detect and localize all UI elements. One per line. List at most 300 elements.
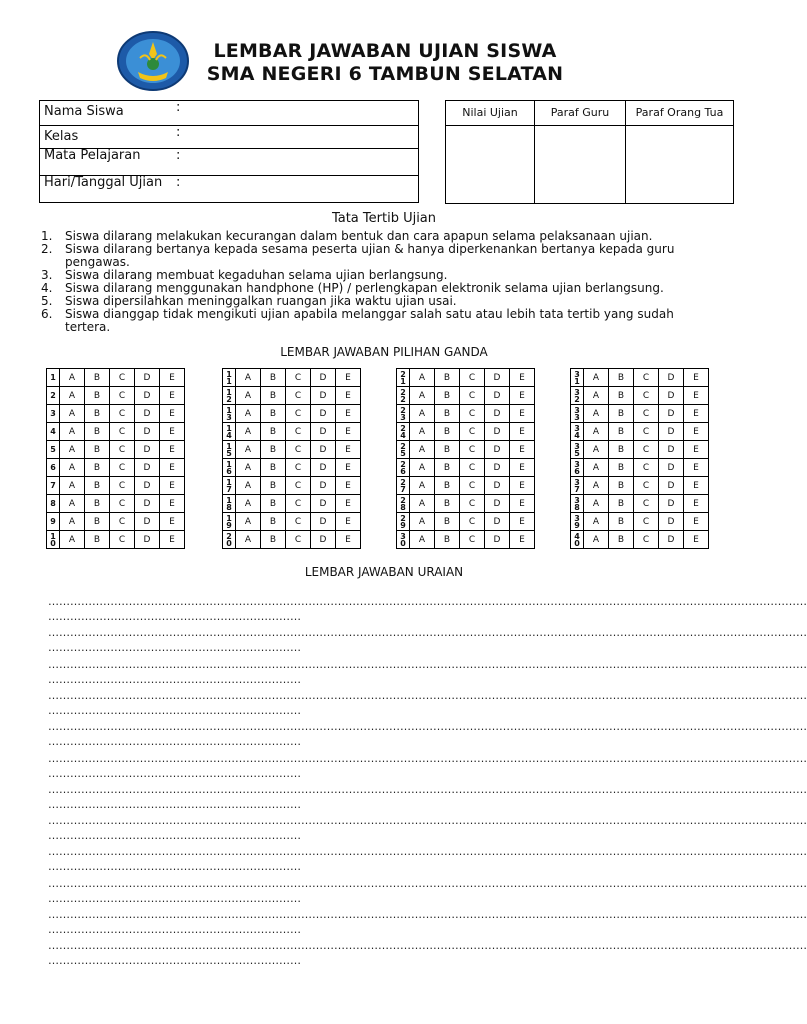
rule-number: 1. — [41, 229, 53, 243]
option-e[interactable]: E — [510, 405, 535, 423]
option-a[interactable]: A — [236, 441, 261, 459]
option-b[interactable]: B — [609, 495, 634, 513]
question-number: 10 — [47, 531, 60, 549]
option-b[interactable]: B — [85, 423, 110, 441]
answer-row — [223, 387, 361, 405]
option-c[interactable]: C — [286, 441, 311, 459]
option-d[interactable]: D — [311, 513, 336, 531]
option-e[interactable]: E — [160, 387, 185, 405]
score-box[interactable] — [446, 126, 535, 204]
question-number: 7 — [47, 477, 60, 495]
option-c[interactable]: C — [634, 477, 659, 495]
option-c[interactable]: C — [460, 459, 485, 477]
option-b[interactable]: B — [609, 531, 634, 549]
option-e[interactable]: E — [336, 477, 361, 495]
option-d[interactable]: D — [659, 369, 684, 387]
option-e[interactable]: E — [336, 513, 361, 531]
option-c[interactable]: C — [110, 441, 135, 459]
rule-text: Siswa dilarang menggunakan handphone (HP) / perlengkapan elektronik selama ujian berlangsung. — [65, 281, 664, 295]
essay-line-end[interactable]: …………………………………………………………… — [48, 641, 301, 655]
option-e[interactable]: E — [684, 405, 709, 423]
option-a[interactable]: A — [584, 531, 609, 549]
answer-grid-1 — [46, 368, 185, 549]
question-number: 33 — [571, 405, 584, 423]
option-a[interactable]: A — [60, 423, 85, 441]
option-d[interactable]: D — [135, 387, 160, 405]
rule-number: 4. — [41, 281, 53, 295]
answer-row — [397, 387, 535, 405]
option-d[interactable]: D — [485, 423, 510, 441]
option-a[interactable]: A — [584, 477, 609, 495]
essay-line[interactable]: ……………………………………………………………………………………………………………………………………………………………………………………… — [48, 720, 807, 734]
option-d[interactable]: D — [485, 405, 510, 423]
rule-text: Siswa dilarang bertanya kepada sesama peserta ujian & hanya diperkenankan bertanya kepada guru pengawas. — [65, 242, 675, 269]
essay-line[interactable]: ……………………………………………………………………………………………………………………………………………………………………………………… — [48, 908, 807, 921]
option-e[interactable]: E — [336, 531, 361, 549]
option-e[interactable]: E — [510, 369, 535, 387]
option-d[interactable]: D — [135, 441, 160, 459]
option-e[interactable]: E — [160, 495, 185, 513]
answer-row — [223, 369, 361, 387]
option-e[interactable]: E — [160, 441, 185, 459]
essay-line[interactable]: ……………………………………………………………………………………………………………………………………………………………………………………… — [48, 876, 807, 890]
option-a[interactable]: A — [584, 423, 609, 441]
option-e[interactable]: E — [684, 495, 709, 513]
option-e[interactable]: E — [336, 369, 361, 387]
option-b[interactable]: B — [261, 477, 286, 495]
question-number: 17 — [223, 477, 236, 495]
answer-row — [571, 531, 709, 549]
option-b[interactable]: B — [261, 531, 286, 549]
option-b[interactable]: B — [435, 369, 460, 387]
question-number: 15 — [223, 441, 236, 459]
teacher-sign-box[interactable] — [535, 126, 626, 204]
option-e[interactable]: E — [684, 423, 709, 441]
option-d[interactable]: D — [485, 477, 510, 495]
answer-row — [571, 387, 709, 405]
option-c[interactable]: C — [634, 369, 659, 387]
option-a[interactable]: A — [60, 387, 85, 405]
option-a[interactable]: A — [410, 477, 435, 495]
essay-line-end[interactable]: …………………………………………………………… — [48, 829, 301, 843]
option-d[interactable]: D — [135, 423, 160, 441]
option-c[interactable]: C — [460, 387, 485, 405]
answer-row — [223, 423, 361, 441]
option-e[interactable]: E — [510, 531, 535, 549]
option-a[interactable]: A — [584, 495, 609, 513]
option-c[interactable]: C — [460, 405, 485, 423]
option-b[interactable]: B — [261, 423, 286, 441]
answer-row — [47, 459, 185, 477]
option-d[interactable]: D — [311, 459, 336, 477]
option-d[interactable]: D — [485, 387, 510, 405]
option-c[interactable]: C — [634, 423, 659, 441]
question-number: 19 — [223, 513, 236, 531]
essay-line-end[interactable]: …………………………………………………………… — [48, 610, 301, 623]
option-c[interactable]: C — [110, 423, 135, 441]
question-number: 6 — [47, 459, 60, 477]
option-e[interactable]: E — [510, 423, 535, 441]
option-e[interactable]: E — [684, 459, 709, 477]
option-e[interactable]: E — [510, 477, 535, 495]
essay-line[interactable]: ……………………………………………………………………………………………………………………………………………………………………………………… — [48, 626, 807, 640]
option-e[interactable]: E — [684, 441, 709, 459]
option-b[interactable]: B — [609, 459, 634, 477]
option-b[interactable]: B — [435, 459, 460, 477]
essay-line-end[interactable]: …………………………………………………………… — [48, 797, 301, 811]
answer-row — [571, 495, 709, 513]
option-b[interactable]: B — [261, 405, 286, 423]
option-c[interactable]: C — [286, 387, 311, 405]
option-b[interactable]: B — [435, 423, 460, 441]
essay-line[interactable]: ……………………………………………………………………………………………………………………………………………………………………………………… — [48, 845, 807, 859]
question-number: 4 — [47, 423, 60, 441]
option-c[interactable]: C — [634, 459, 659, 477]
essay-line[interactable]: ……………………………………………………………………………………………………………………………………………………………………………………… — [48, 657, 807, 671]
rule-text: Siswa dipersilahkan meninggalkan ruangan jika waktu ujian usai. — [65, 294, 457, 308]
option-b[interactable]: B — [85, 513, 110, 531]
option-c[interactable]: C — [110, 369, 135, 387]
option-e[interactable]: E — [336, 423, 361, 441]
option-d[interactable]: D — [135, 477, 160, 495]
option-d[interactable]: D — [659, 495, 684, 513]
option-c[interactable]: C — [634, 513, 659, 531]
option-c[interactable]: C — [110, 495, 135, 513]
option-b[interactable]: B — [261, 387, 286, 405]
option-b[interactable]: B — [609, 423, 634, 441]
question-number: 22 — [397, 387, 410, 405]
student-name-field[interactable]: : — [172, 101, 419, 126]
option-b[interactable]: B — [261, 513, 286, 531]
option-d[interactable]: D — [135, 531, 160, 549]
option-e[interactable]: E — [160, 369, 185, 387]
score-header: Nilai Ujian — [446, 101, 535, 126]
question-number: 27 — [397, 477, 410, 495]
option-d[interactable]: D — [659, 405, 684, 423]
question-number: 21 — [397, 369, 410, 387]
option-c[interactable]: C — [110, 387, 135, 405]
option-e[interactable]: E — [510, 495, 535, 513]
option-d[interactable]: D — [311, 531, 336, 549]
option-e[interactable]: E — [160, 405, 185, 423]
option-a[interactable]: A — [584, 405, 609, 423]
option-c[interactable]: C — [460, 531, 485, 549]
school-name: SMA NEGERI 6 TAMBUN SELATAN — [206, 63, 564, 85]
option-e[interactable]: E — [160, 513, 185, 531]
option-b[interactable]: B — [261, 369, 286, 387]
option-d[interactable]: D — [311, 387, 336, 405]
option-c[interactable]: C — [286, 405, 311, 423]
essay-line-end[interactable]: …………………………………………………………… — [48, 735, 301, 749]
option-d[interactable]: D — [659, 477, 684, 495]
option-c[interactable]: C — [460, 441, 485, 459]
option-a[interactable]: A — [60, 477, 85, 495]
option-d[interactable]: D — [485, 513, 510, 531]
option-d[interactable]: D — [311, 423, 336, 441]
option-a[interactable]: A — [60, 459, 85, 477]
question-number: 11 — [223, 369, 236, 387]
option-a[interactable]: A — [410, 387, 435, 405]
answer-row — [47, 405, 185, 423]
option-d[interactable]: D — [135, 369, 160, 387]
option-d[interactable]: D — [311, 477, 336, 495]
option-c[interactable]: C — [634, 495, 659, 513]
option-b[interactable]: B — [435, 531, 460, 549]
option-e[interactable]: E — [336, 441, 361, 459]
option-a[interactable]: A — [236, 531, 261, 549]
option-e[interactable]: E — [336, 459, 361, 477]
option-e[interactable]: E — [336, 387, 361, 405]
answer-row — [397, 441, 535, 459]
option-d[interactable]: D — [659, 387, 684, 405]
option-b[interactable]: B — [435, 513, 460, 531]
essay-line[interactable]: ……………………………………………………………………………………………………………………………………………………………………………………… — [48, 751, 807, 765]
subject-field[interactable]: : — [172, 149, 419, 176]
option-c[interactable]: C — [110, 405, 135, 423]
option-b[interactable]: B — [85, 495, 110, 513]
option-a[interactable]: A — [410, 495, 435, 513]
rule-item — [41, 308, 711, 334]
option-c[interactable]: C — [286, 369, 311, 387]
answer-row — [571, 441, 709, 459]
essay-line-end[interactable]: …………………………………………………………… — [48, 672, 301, 686]
option-b[interactable]: B — [85, 441, 110, 459]
option-e[interactable]: E — [684, 369, 709, 387]
option-a[interactable]: A — [410, 369, 435, 387]
option-d[interactable]: D — [485, 441, 510, 459]
option-e[interactable]: E — [160, 477, 185, 495]
option-a[interactable]: A — [236, 423, 261, 441]
option-d[interactable]: D — [135, 495, 160, 513]
option-a[interactable]: A — [60, 369, 85, 387]
option-e[interactable]: E — [160, 423, 185, 441]
option-e[interactable]: E — [160, 531, 185, 549]
option-a[interactable]: A — [60, 495, 85, 513]
option-c[interactable]: C — [110, 477, 135, 495]
option-a[interactable]: A — [236, 459, 261, 477]
option-d[interactable]: D — [659, 423, 684, 441]
option-a[interactable]: A — [236, 369, 261, 387]
question-number: 3 — [47, 405, 60, 423]
option-a[interactable]: A — [410, 513, 435, 531]
rule-item — [41, 243, 711, 269]
option-c[interactable]: C — [460, 495, 485, 513]
answer-row — [223, 495, 361, 513]
question-number: 12 — [223, 387, 236, 405]
option-c[interactable]: C — [286, 459, 311, 477]
answer-row — [47, 441, 185, 459]
option-a[interactable]: A — [410, 459, 435, 477]
option-a[interactable]: A — [410, 423, 435, 441]
option-c[interactable]: C — [286, 513, 311, 531]
answer-row — [397, 459, 535, 477]
option-e[interactable]: E — [684, 513, 709, 531]
option-d[interactable]: D — [135, 405, 160, 423]
option-d[interactable]: D — [311, 441, 336, 459]
option-d[interactable]: D — [659, 531, 684, 549]
option-c[interactable]: C — [110, 513, 135, 531]
option-d[interactable]: D — [659, 459, 684, 477]
option-a[interactable]: A — [584, 459, 609, 477]
option-b[interactable]: B — [609, 405, 634, 423]
option-a[interactable]: A — [236, 513, 261, 531]
option-a[interactable]: A — [584, 441, 609, 459]
option-d[interactable]: D — [311, 369, 336, 387]
answer-row — [397, 531, 535, 549]
essay-line[interactable]: ……………………………………………………………………………………………………………………………………………………………………………………… — [48, 939, 807, 953]
option-e[interactable]: E — [336, 495, 361, 513]
essay-line-end[interactable]: …………………………………………………………… — [48, 860, 301, 874]
essay-line[interactable]: ……………………………………………………………………………………………………………………………………………………………………………………… — [48, 595, 807, 608]
question-number: 39 — [571, 513, 584, 531]
option-a[interactable]: A — [584, 369, 609, 387]
option-e[interactable]: E — [510, 441, 535, 459]
answer-row — [47, 495, 185, 513]
option-e[interactable]: E — [684, 531, 709, 549]
option-e[interactable]: E — [510, 459, 535, 477]
essay-line[interactable]: ……………………………………………………………………………………………………………………………………………………………………………………… — [48, 782, 807, 796]
option-d[interactable]: D — [485, 495, 510, 513]
option-c[interactable]: C — [286, 477, 311, 495]
option-a[interactable]: A — [60, 531, 85, 549]
option-b[interactable]: B — [435, 441, 460, 459]
option-c[interactable]: C — [110, 531, 135, 549]
option-e[interactable]: E — [160, 459, 185, 477]
essay-title: LEMBAR JAWABAN URAIAN — [304, 565, 464, 579]
question-number: 20 — [223, 531, 236, 549]
option-b[interactable]: B — [85, 387, 110, 405]
option-d[interactable]: D — [485, 531, 510, 549]
option-a[interactable]: A — [584, 513, 609, 531]
answer-row — [47, 369, 185, 387]
rule-number: 2. — [41, 242, 53, 256]
page-title: LEMBAR JAWABAN UJIAN SISWA — [213, 40, 557, 62]
option-b[interactable]: B — [261, 495, 286, 513]
option-b[interactable]: B — [435, 477, 460, 495]
option-d[interactable]: D — [485, 459, 510, 477]
option-a[interactable]: A — [410, 531, 435, 549]
option-a[interactable]: A — [60, 513, 85, 531]
answer-row — [47, 387, 185, 405]
essay-line-end[interactable]: …………………………………………………………… — [48, 703, 301, 717]
option-c[interactable]: C — [460, 369, 485, 387]
answer-row — [571, 513, 709, 531]
option-a[interactable]: A — [236, 477, 261, 495]
option-a[interactable]: A — [236, 387, 261, 405]
option-b[interactable]: B — [85, 459, 110, 477]
option-d[interactable]: D — [135, 459, 160, 477]
option-d[interactable]: D — [485, 369, 510, 387]
question-number: 26 — [397, 459, 410, 477]
option-c[interactable]: C — [460, 423, 485, 441]
field-label: Kelas — [40, 126, 173, 149]
option-a[interactable]: A — [236, 495, 261, 513]
option-e[interactable]: E — [510, 387, 535, 405]
option-d[interactable]: D — [311, 405, 336, 423]
option-b[interactable]: B — [435, 387, 460, 405]
field-label: Mata Pelajaran — [40, 149, 173, 176]
answer-row — [397, 495, 535, 513]
option-a[interactable]: A — [60, 405, 85, 423]
option-b[interactable]: B — [609, 441, 634, 459]
option-c[interactable]: C — [634, 531, 659, 549]
question-number: 29 — [397, 513, 410, 531]
option-b[interactable]: B — [609, 369, 634, 387]
exam-date-field[interactable]: : — [172, 176, 419, 203]
option-a[interactable]: A — [584, 387, 609, 405]
option-d[interactable]: D — [311, 495, 336, 513]
option-a[interactable]: A — [236, 405, 261, 423]
option-c[interactable]: C — [460, 477, 485, 495]
option-d[interactable]: D — [659, 513, 684, 531]
option-b[interactable]: B — [435, 405, 460, 423]
option-b[interactable]: B — [435, 495, 460, 513]
answer-row — [571, 459, 709, 477]
option-b[interactable]: B — [261, 459, 286, 477]
option-b[interactable]: B — [261, 441, 286, 459]
option-c[interactable]: C — [634, 405, 659, 423]
answer-row — [47, 531, 185, 549]
answer-row — [571, 405, 709, 423]
option-d[interactable]: D — [135, 513, 160, 531]
essay-line[interactable]: ……………………………………………………………………………………………………………………………………………………………………………………… — [48, 814, 807, 828]
option-b[interactable]: B — [85, 405, 110, 423]
answer-row — [223, 513, 361, 531]
class-field[interactable]: : — [172, 126, 419, 149]
student-identity-table — [39, 100, 419, 203]
option-b[interactable]: B — [609, 387, 634, 405]
option-a[interactable]: A — [410, 441, 435, 459]
option-b[interactable]: B — [609, 477, 634, 495]
option-c[interactable]: C — [634, 441, 659, 459]
essay-line[interactable]: ……………………………………………………………………………………………………………………………………………………………………………………… — [48, 688, 807, 702]
option-a[interactable]: A — [60, 441, 85, 459]
question-number: 34 — [571, 423, 584, 441]
option-b[interactable]: B — [85, 531, 110, 549]
option-c[interactable]: C — [110, 459, 135, 477]
option-c[interactable]: C — [286, 495, 311, 513]
option-c[interactable]: C — [460, 513, 485, 531]
option-b[interactable]: B — [85, 369, 110, 387]
option-e[interactable]: E — [336, 405, 361, 423]
rule-number: 5. — [41, 294, 53, 308]
answer-row — [571, 423, 709, 441]
question-number: 35 — [571, 441, 584, 459]
question-number: 40 — [571, 531, 584, 549]
question-number: 18 — [223, 495, 236, 513]
option-c[interactable]: C — [634, 387, 659, 405]
essay-line-end[interactable]: …………………………………………………………… — [48, 954, 301, 968]
essay-line-end[interactable]: …………………………………………………………… — [48, 923, 301, 936]
essay-line-end[interactable]: …………………………………………………………… — [48, 766, 301, 780]
option-a[interactable]: A — [410, 405, 435, 423]
option-e[interactable]: E — [684, 477, 709, 495]
option-d[interactable]: D — [659, 441, 684, 459]
answer-row — [397, 369, 535, 387]
option-b[interactable]: B — [85, 477, 110, 495]
question-number: 23 — [397, 405, 410, 423]
rule-text: Siswa dianggap tidak mengikuti ujian apabila melanggar salah satu atau lebih tata tertib yang sudah tertera. — [65, 307, 674, 334]
option-e[interactable]: E — [684, 387, 709, 405]
rules-list — [41, 230, 711, 334]
option-b[interactable]: B — [609, 513, 634, 531]
question-number: 32 — [571, 387, 584, 405]
option-c[interactable]: C — [286, 423, 311, 441]
option-e[interactable]: E — [510, 513, 535, 531]
option-c[interactable]: C — [286, 531, 311, 549]
essay-line-end[interactable]: …………………………………………………………… — [48, 891, 301, 905]
parent-sign-box[interactable] — [626, 126, 734, 204]
